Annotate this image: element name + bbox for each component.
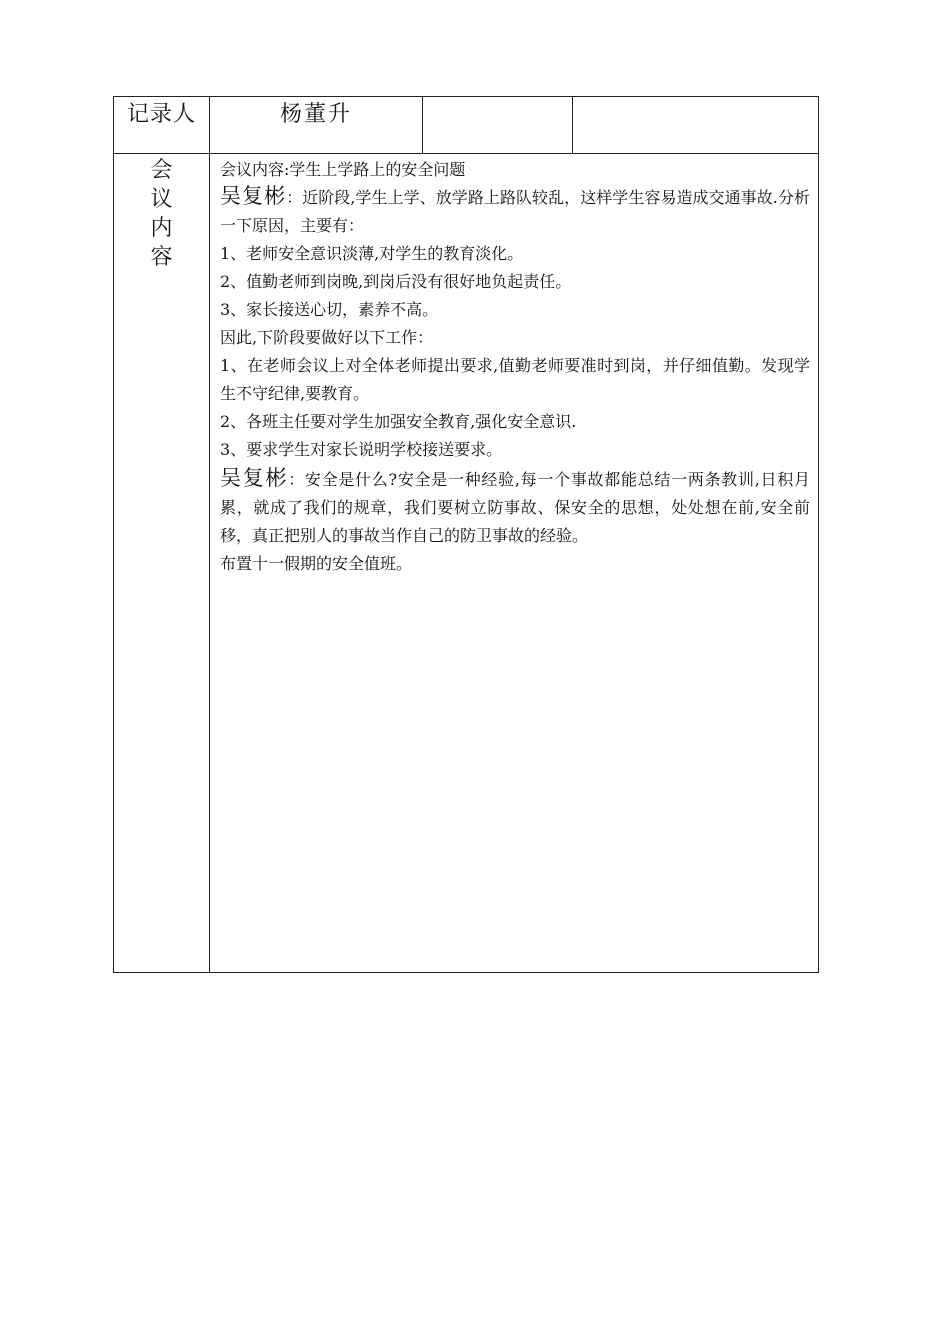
- closing-line: 布置十一假期的安全值班。: [220, 554, 413, 573]
- meeting-record-table: [113, 96, 819, 973]
- recorder-label: 记录人: [126, 102, 196, 127]
- speaker-paragraph-2: [220, 464, 810, 550]
- reason-item: 2、值勤老师到岗晚,到岗后没有很好地负起责任。: [220, 272, 572, 291]
- meeting-content-side-label: [114, 154, 210, 973]
- side-label-char: 内: [150, 216, 173, 241]
- recorder-label-cell: [114, 97, 210, 154]
- side-label-char: 会: [150, 158, 173, 183]
- content-row: [114, 154, 819, 973]
- speaker-text: ：近阶段,学生上学、放学路上路队较乱，这样学生容易造成交通事故.分析一下原因，主要有：: [220, 188, 810, 235]
- task-item: 3、要求学生对家长说明学校接送要求。: [220, 440, 503, 459]
- therefore-line: 因此,下阶段要做好以下工作：: [220, 328, 434, 347]
- reason-item: 3、家长接送心切，素养不高。: [220, 300, 439, 319]
- recorder-name: 杨董升: [279, 102, 352, 127]
- header-empty-cell-2: [573, 97, 819, 154]
- side-label-char: 议: [150, 187, 173, 212]
- header-empty-cell-1: [423, 97, 573, 154]
- header-row: [114, 97, 819, 154]
- task-item: 2、各班主任要对学生加强安全教育,强化安全意识.: [220, 412, 577, 431]
- reason-item: 1、老师安全意识淡薄,对学生的教育淡化。: [220, 244, 524, 263]
- recorder-name-cell: [210, 97, 423, 154]
- speaker-paragraph-1: [220, 182, 810, 240]
- speaker-name: 吴复彬: [220, 184, 287, 208]
- speaker-text: ：安全是什么?安全是一种经验,每一个事故都能总结一两条教训,日积月累，就成了我们的规章，我们要树立防事故、保安全的思想，处处想在前,安全前移，真正把别人的事故当作自己的防卫事故的经验。: [220, 470, 810, 545]
- task-item: 1、在老师会议上对全体老师提出要求,值勤老师要准时到岗，并仔细值勤。发现学生不守纪律,要教育。: [220, 356, 810, 403]
- side-label-char: 容: [150, 245, 173, 270]
- speaker-name: 吴复彬: [220, 466, 289, 490]
- meeting-content-cell: [210, 154, 819, 973]
- meeting-topic: 会议内容:学生上学路上的安全问题: [220, 160, 466, 179]
